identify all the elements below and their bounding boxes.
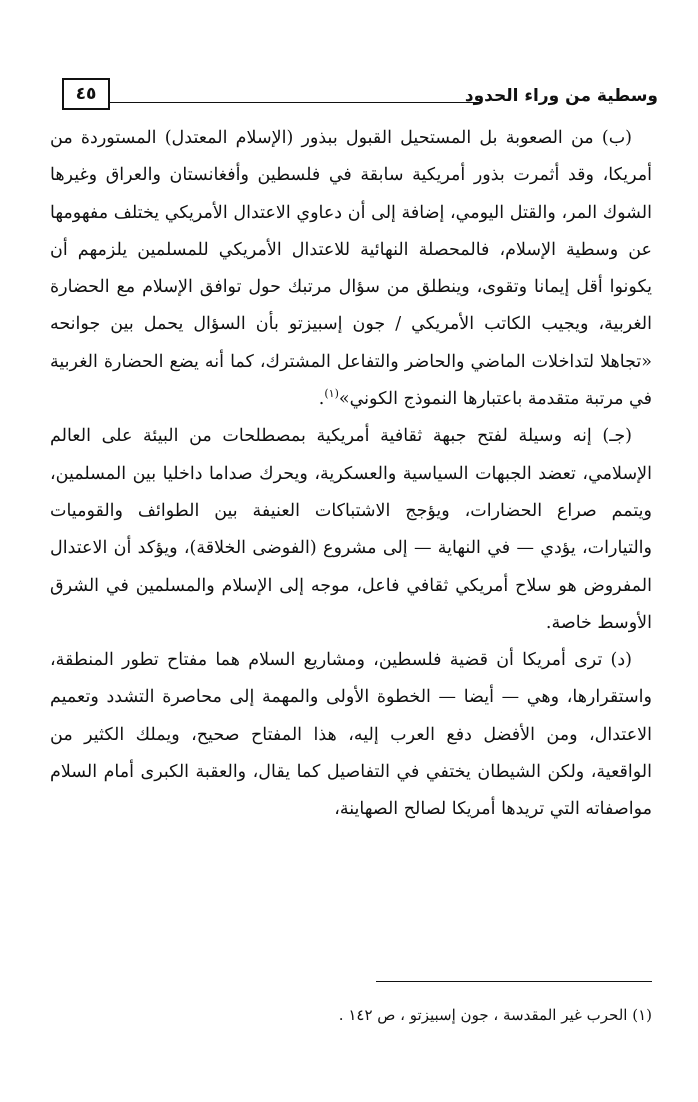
paragraph-d: (د) ترى أمريكا أن قضية فلسطين، ومشاريع السلام هما مفتاح تطور المنطقة، واستقرارها، وهي — أيضا — الخطوة الأولى والمهمة إلى محاصرة التشدد وتعميم الاعتدال، ومن الأفضل دفع العرب إليه، هذا المفتاح صحيح، ويملك الكثير من الواقعية، ولكن الشيطان يختفي في التفاصيل كما يقال، والعقبة الكبرى أمام السلام مواصفاته التي تريدها أمريكا لصالح الصهاينة،: [50, 650, 652, 820]
paragraph-b-text: (ب) من الصعوبة بل المستحيل القبول ببذور (الإسلام المعتدل) المستوردة من أمريكا، وقد أثمرت بذور أمريكية سابقة في فلسطين وأفغانستان والعراق وغيرها الشوك المر، والقتل اليومي، إضافة إلى أن دعاوي الاعتدال الأمريكي يختلف مفهومها عن وسطية الإسلام، فالمحصلة النهائية للاعتدال الأمريكي للمسلمين يلزمهم أن يكونوا أقل إيمانا وتقوى، وينطلق من سؤال مرتبك حول توافق الإسلام مع الحضارة الغربية، ويجيب الكاتب الأمريكي / جون إسبيزتو بأن السؤال يحمل بين جوانحه «تجاهلا لتداخلات الماضي والحاضر والتفاعل المشترك، كما أنه يضع الحضارة الغربية في مرتبة متقدمة باعتبارها النموذج الكوني»: [50, 128, 652, 410]
footnote-separator: [376, 981, 652, 982]
running-title: وسطية من وراء الحدود: [464, 86, 658, 106]
page-number-box: [62, 78, 110, 110]
page-header: [62, 78, 658, 114]
paragraph-j: (جـ) إنه وسيلة لفتح جبهة ثقافية أمريكية بمصطلحات من البيئة على العالم الإسلامي، تعضد الجبهات السياسية والعسكرية، ويحرك صداما داخليا بين المسلمين، ويتمم صراع الحضارات، ويؤجج الاشتباكات العنيفة بين الطوائف والقوميات والتيارات، يؤدي — في النهاية — إلى مشروع (الفوضى الخلاقة)، ويؤكد أن الاعتدال المفروض هو سلاح أمريكي ثقافي فاعل، موجه إلى الإسلام والمسلمين في الشرق الأوسط خاصة.: [50, 426, 652, 633]
footnote-reference: (١): [324, 387, 339, 401]
body-text: [50, 120, 652, 829]
page-number: ٤٥: [75, 84, 97, 104]
paragraph-b-end: .: [318, 389, 325, 410]
paragraph-b: [50, 120, 652, 418]
footnote: (١) الحرب غير المقدسة ، جون إسبيزتو ، ص ١٤٢ .: [338, 1006, 652, 1024]
header-rule: [110, 102, 480, 103]
